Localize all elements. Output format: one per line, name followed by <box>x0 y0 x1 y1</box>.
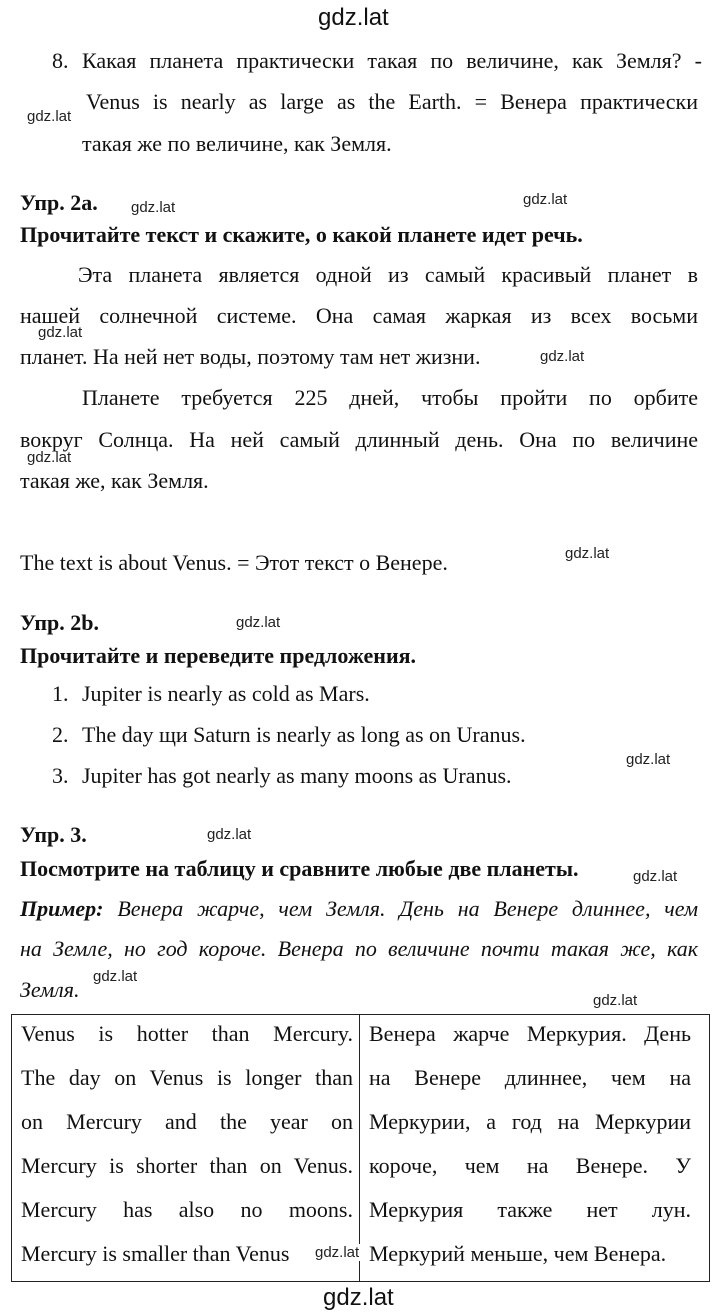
ex2a-para1-line1: Эта планета является одной из самый красивый планет в <box>78 262 698 287</box>
table-line: Венера жарче Меркурия. День <box>369 1021 691 1046</box>
ex2a-para2-line3: такая же, как Земля. <box>20 468 209 493</box>
ex3-heading: Упр. 3. <box>20 822 87 847</box>
table-line: on Mercury and the year on <box>21 1109 353 1134</box>
item8-number: 8. <box>52 48 69 73</box>
watermark-small: gdz.lat <box>633 868 678 885</box>
watermark-small: gdz.lat <box>565 545 610 562</box>
ex2a-instruction: Прочитайте текст и скажите, о какой планете идет речь. <box>20 222 583 247</box>
ex3-example-text: Венера жарче, чем Земля. День на Венере длиннее, чем <box>117 896 698 921</box>
ex2a-para1-line2: нашей солнечной системе. Она самая жаркая из всех восьми <box>20 303 698 328</box>
ex2b-item-text: Jupiter is nearly as cold as Mars. <box>82 681 370 706</box>
ex2a-heading: Упр. 2а. <box>20 190 98 215</box>
ex2a-para2-line2: вокруг Солнца. На ней самый длинный день. Она по величине <box>20 427 698 452</box>
watermark-small: gdz.lat <box>593 992 638 1009</box>
ex3-example-line2: на Земле, но год короче. Венера по величине почти такая же, как <box>20 936 698 961</box>
ex2b-item-number: 2. <box>52 722 69 747</box>
watermark-small: gdz.lat <box>236 614 281 631</box>
ex2b-instruction: Прочитайте и переведите предложения. <box>20 643 417 668</box>
table-line: Меркурии, а год на Меркурии <box>369 1109 691 1134</box>
table-line: Mercury has also no moons. <box>21 1197 353 1222</box>
ex3-example-label: Пример: <box>20 896 104 921</box>
table-cell-russian <box>360 1015 710 1282</box>
table-line: на Венере длиннее, чем на <box>369 1065 691 1090</box>
table-line: Меркурия также нет лун. <box>369 1197 691 1222</box>
watermark-small: gdz.lat <box>93 968 138 985</box>
ex2a-para2-line1: Планете требуется 225 дней, чтобы пройти по орбите <box>82 385 698 410</box>
watermark-small: gdz.lat <box>626 751 671 768</box>
ex2a-answer: The text is about Venus. = Этот текст о Венере. <box>20 550 448 575</box>
watermark-top: gdz.lat <box>318 4 389 31</box>
ex2b-item-number: 1. <box>52 681 69 706</box>
ex2a-para1-line3: планет. На ней нет воды, поэтому там нет жизни. <box>20 344 481 369</box>
ex2b-heading: Упр. 2b. <box>20 610 99 635</box>
watermark-bottom: gdz.lat <box>323 1284 394 1311</box>
ex3-instruction: Посмотрите на таблицу и сравните любые две планеты. <box>20 856 579 881</box>
watermark-small: gdz.lat <box>131 199 176 216</box>
watermark-small: gdz.lat <box>207 826 252 843</box>
watermark-small: gdz.lat <box>27 449 72 466</box>
item8-answer-line1: Venus is nearly as large as the Earth. = Венера практически <box>86 89 698 114</box>
watermark-small: gdz.lat <box>38 324 83 341</box>
table-line: The day on Venus is longer than <box>21 1065 353 1090</box>
watermark-small: gdz.lat <box>27 108 72 125</box>
ex2b-item-text: The day щи Saturn is nearly as long as on Uranus. <box>82 722 526 747</box>
ex2b-item-text: Jupiter has got nearly as many moons as Uranus. <box>82 763 512 788</box>
ex3-example-line3: Земля. <box>20 977 80 1002</box>
table-line: короче, чем на Венере. У <box>369 1153 691 1178</box>
comparison-table <box>11 1014 710 1282</box>
watermark-small: gdz.lat <box>523 191 568 208</box>
table-line: Mercury is shorter than on Venus. <box>21 1153 353 1178</box>
ex3-example-line1 <box>20 896 698 922</box>
watermark-small: gdz.lat <box>315 1244 360 1261</box>
table-line: Меркурий меньше, чем Венера. <box>369 1241 667 1266</box>
watermark-small: gdz.lat <box>540 348 585 365</box>
item8-question: Какая планета практически такая по величине, как Земля? - <box>82 48 702 73</box>
table-line: Venus is hotter than Mercury. <box>21 1021 353 1046</box>
table-cell-english <box>12 1015 360 1282</box>
ex2b-item-number: 3. <box>52 763 69 788</box>
item8-answer-line2: такая же по величине, как Земля. <box>82 131 392 156</box>
table-line: Mercury is smaller than Venus <box>21 1241 290 1266</box>
